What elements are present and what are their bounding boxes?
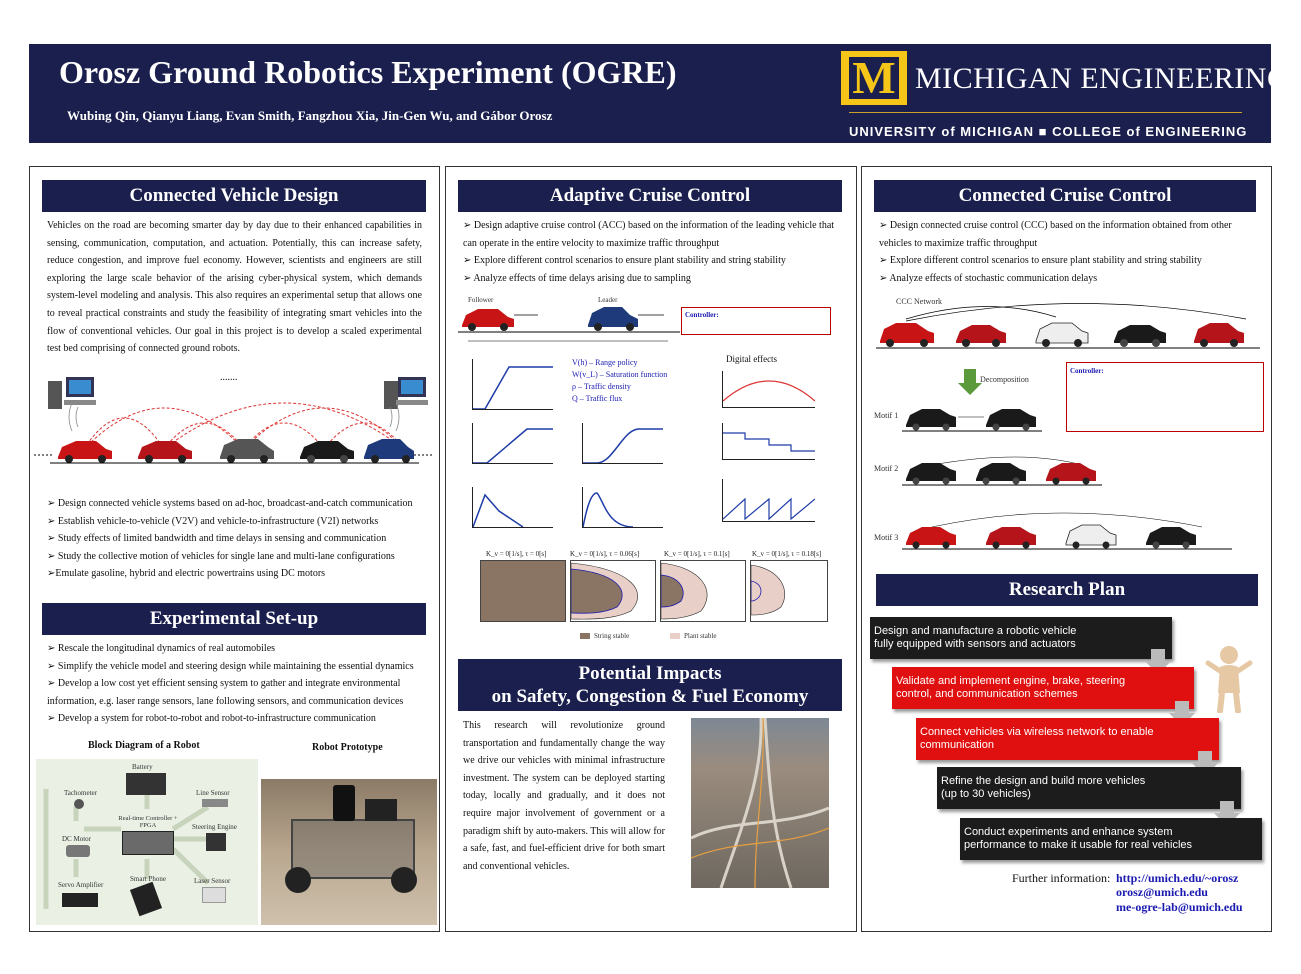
plant-stable-swatch — [670, 633, 680, 639]
bullet-item: ➢ Develop a low cost yet efficient sensing system to gather and integrate environmental — [47, 678, 401, 690]
bullet-item: ➢ Simplify the vehicle model and steering design while maintaining the essential dynamics — [47, 660, 414, 672]
further-information-label: Further information: — [1012, 871, 1111, 885]
robot-wheel — [391, 867, 417, 893]
block-smart-phone: Smart Phone — [130, 875, 166, 883]
black-car-icon — [1146, 527, 1196, 549]
controller-label: Controller: — [1070, 367, 1104, 375]
servo-amplifier-icon — [62, 893, 98, 907]
stability-region-chart-2 — [570, 560, 656, 622]
bullet-item: ➢ Establish vehicle-to-vehicle (V2V) and vehicle-to-infrastructure (V2I) networks — [47, 515, 379, 527]
velocity-policy-plot-2 — [582, 423, 663, 464]
black-car-icon — [300, 441, 354, 463]
bullet-item: ➢ Rescale the longitudinal dynamics of real automobiles — [47, 643, 276, 654]
bullet-item: ➢ Develop a system for robot-to-robot and robot-to-infrastructure communication — [47, 713, 376, 725]
design-bullets — [47, 495, 412, 583]
red-car-icon — [880, 323, 934, 347]
leader-label: Leader — [598, 296, 618, 304]
plan-step-line: performance to make it usable for real vehicles — [964, 839, 1193, 851]
line-sensor-icon — [202, 799, 228, 807]
red-car-icon — [1194, 323, 1244, 347]
plant-stable-label: Plant stable — [684, 632, 717, 640]
bullet-item: ➢ Design adaptive cruise control (ACC) based on the information of the leading vehicle that — [463, 220, 835, 231]
block-laser-sensor: Laser Sensor — [194, 877, 231, 885]
plan-step-line: (up to 30 vehicles) — [941, 788, 1031, 800]
bullet-item: can operate in the entire velocity to maximize traffic throughput — [463, 237, 720, 249]
motif-2-diagram — [902, 455, 1102, 487]
block-servo-amplifier: Servo Amplifier — [58, 881, 104, 889]
follower-leader-diagram — [458, 303, 680, 345]
logo-name: MICHIGAN ENGINEERING — [915, 62, 1290, 95]
controller-label: Controller: — [685, 311, 719, 319]
network-ellipsis: ....... — [220, 372, 238, 383]
block-tachometer: Tachometer — [64, 789, 97, 797]
robot-wheel — [285, 867, 311, 893]
highway-interchange-photo — [691, 718, 829, 888]
block-controller: Real-time Controller + FPGA — [118, 815, 178, 829]
red-car-icon — [462, 309, 514, 331]
computer-icon — [384, 377, 428, 409]
legend-item: W(v_L) – Saturation function — [572, 370, 668, 379]
impact-heading-line-1: Potential Impacts — [578, 663, 722, 684]
red-car-icon — [138, 441, 192, 463]
black-car-icon — [906, 409, 956, 431]
velocity-policy-plot-1 — [472, 423, 553, 464]
impact-heading-line-2: on Safety, Congestion & Fuel Economy — [491, 686, 809, 707]
plan-step-line: communication — [920, 739, 994, 751]
plan-step-3 — [916, 718, 1219, 760]
decomposition-arrow-stem — [964, 369, 976, 383]
motif-1-label: Motif 1 — [874, 411, 899, 420]
bullet-item: information, e.g. laser range sensors, lane following sensors, and communication devices — [47, 695, 404, 707]
plan-step-2 — [892, 667, 1194, 709]
tachometer-icon — [74, 799, 84, 809]
poster-header — [29, 44, 1290, 143]
ccc-network-diagram — [876, 301, 1260, 353]
legend-item: V(h) – Range policy — [572, 358, 638, 367]
ccc-network-label: CCC Network — [896, 297, 942, 306]
white-car-icon — [1036, 323, 1088, 347]
flux-density-plot-1 — [472, 487, 553, 528]
computer-icon — [48, 377, 96, 409]
acc-legend — [572, 357, 667, 405]
ccc-bullets — [879, 217, 1232, 287]
bullet-item: ➢ Study the collective motion of vehicles for single lane and multi-lane configurations — [47, 550, 395, 562]
plan-arrow-stem — [1175, 701, 1189, 713]
plan-arrow-stem — [1151, 649, 1165, 661]
highway-lines — [691, 718, 829, 888]
motif-1-diagram — [902, 403, 1042, 433]
bullet-item: ➢ Analyze effects of stochastic communication delays — [879, 272, 1098, 284]
plan-step-line: Conduct experiments and enhance system — [964, 826, 1173, 838]
plan-arrow-stem — [1198, 751, 1212, 763]
logo-subtitle: UNIVERSITY of MICHIGAN ■ COLLEGE of ENGINEERING — [849, 124, 1248, 139]
bullet-item: ➢ Design connected cruise control (CCC) based on the information obtained from other — [879, 220, 1232, 231]
black-car-icon — [976, 463, 1026, 485]
bullet-item: ➢ Explore different control scenarios to ensure plant stability and string stability — [879, 255, 1202, 267]
bullet-item: ➢ Explore different control scenarios to ensure plant stability and string stability — [463, 255, 786, 267]
robot-prototype-photo — [261, 779, 437, 925]
string-stable-swatch — [580, 633, 590, 639]
email-link-orosz[interactable]: orosz@umich.edu — [1116, 885, 1208, 899]
bullet-item: ➢ Design connected vehicle systems based on ad-hoc, broadcast-and-catch communication — [47, 498, 413, 509]
motif-3-label: Motif 3 — [874, 533, 899, 542]
section-heading-research-plan: Research Plan — [876, 574, 1258, 606]
motif-3-diagram — [902, 507, 1232, 551]
plan-step-line: Design and manufacture a robotic vehicle — [874, 625, 1077, 637]
dc-motor-icon — [66, 845, 90, 857]
motif-2-label: Motif 2 — [874, 464, 899, 473]
email-link-lab[interactable]: me-ogre-lab@umich.edu — [1116, 900, 1243, 914]
bullet-item: vehicles to maximize traffic throughput — [879, 237, 1038, 249]
bullet-item: ➢ Analyze effects of time delays arising due to sampling — [463, 272, 691, 284]
plan-step-4 — [937, 767, 1241, 809]
battery-icon — [126, 773, 166, 795]
logo-letter: M — [852, 52, 896, 103]
legend-item: Q – Traffic flux — [572, 394, 623, 403]
stability-region-chart-3 — [660, 560, 746, 622]
section-heading-connected-cruise-control: Connected Cruise Control — [874, 180, 1256, 212]
plan-step-1 — [870, 617, 1172, 659]
plan-step-line: Validate and implement engine, brake, steering — [896, 675, 1126, 687]
steering-engine-icon — [206, 833, 226, 851]
digital-effects-label: Digital effects — [726, 354, 778, 364]
plan-step-5 — [960, 818, 1262, 860]
section-heading-connected-vehicle-design: Connected Vehicle Design — [42, 180, 426, 212]
legend-item: ρ – Traffic density — [572, 382, 631, 391]
person-figure-icon — [1204, 643, 1254, 713]
stability-chart-title-2: K_v = 0[1/s], τ = 0.06[s] — [570, 550, 640, 558]
decomposition-label: Decomposition — [980, 375, 1029, 384]
range-policy-plot — [472, 359, 553, 410]
black-car-icon — [906, 463, 956, 485]
column-adaptive-cruise-control — [445, 166, 857, 932]
block-diagram-label: Block Diagram of a Robot — [88, 740, 200, 751]
acc-bullets — [463, 217, 834, 287]
white-car-icon — [1066, 525, 1116, 549]
author-list: Wubing Qin, Qianyu Liang, Evan Smith, Fangzhou Xia, Jin-Gen Wu, and Gábor Orosz — [67, 108, 553, 123]
stability-region-chart-1 — [480, 560, 566, 622]
silver-car-icon — [220, 439, 274, 463]
range-policy-curve — [473, 359, 553, 409]
v2v-network-illustration — [34, 367, 434, 482]
red-car-icon — [986, 527, 1036, 549]
stability-chart-title-1: K_v = 0[1/s], τ = 0[s] — [486, 550, 547, 558]
michigan-block-m-logo — [841, 51, 907, 105]
setup-bullets — [47, 640, 414, 728]
plan-step-line: Connect vehicles via wireless network to enable — [920, 726, 1154, 738]
controller-icon — [122, 831, 174, 855]
logo-divider — [849, 112, 1242, 113]
section-heading-potential-impacts — [458, 659, 842, 711]
laser-sensor-icon — [202, 887, 226, 903]
blue-car-icon — [364, 439, 414, 463]
plan-step-line: control, and communication schemes — [896, 688, 1078, 700]
plan-step-line: fully equipped with sensors and actuators — [874, 638, 1076, 650]
robot-sensor-unit — [365, 799, 397, 821]
bullet-item: ➢ Study effects of limited bandwidth and time delays in sensing and communication — [47, 533, 387, 545]
red-car-icon — [906, 527, 956, 549]
block-line-sensor: Line Sensor — [196, 789, 230, 797]
red-car-icon — [58, 441, 112, 463]
poster-title: Orosz Ground Robotics Experiment (OGRE) — [59, 54, 677, 90]
digital-velocity-plot — [722, 371, 815, 408]
red-car-icon — [956, 325, 1006, 347]
black-car-icon — [986, 409, 1036, 431]
column-connected-cruise-control — [861, 166, 1272, 932]
flux-density-plot-2 — [582, 487, 663, 528]
section-heading-experimental-setup: Experimental Set-up — [42, 603, 426, 635]
robot-phone — [333, 785, 355, 821]
impact-paragraph: This research will revolutionize ground transportation and fundamentally change the way we drive our vehicles with minimal infrastructure investment. The system can be deployed starting today, locally and gradually, and it does not require major involvement of government or a paradigm shift by auto-makers. This will allow for a safe, fast, and fuel-efficient drive for both smart and conventional vehicles. — [463, 720, 665, 872]
stability-region-chart-4 — [750, 560, 828, 622]
website-link[interactable]: http://umich.edu/~orosz — [1116, 871, 1239, 885]
acc-controller-equation-box — [681, 307, 831, 335]
robot-block-diagram — [36, 759, 258, 925]
stability-chart-title-4: K_v = 0[1/s], τ = 0.18[s] — [752, 550, 822, 558]
robot-prototype-label: Robot Prototype — [312, 742, 383, 753]
black-car-icon — [1114, 325, 1166, 347]
decomposition-arrow-icon — [958, 383, 982, 395]
string-stable-label: String stable — [594, 632, 630, 640]
blue-car-icon — [588, 307, 638, 331]
ccc-controller-equation-box — [1066, 362, 1264, 432]
column-connected-vehicle-design — [29, 166, 440, 932]
plan-step-line: Refine the design and build more vehicles — [941, 775, 1146, 787]
block-steering-engine: Steering Engine — [192, 823, 237, 831]
stability-chart-title-3: K_v = 0[1/s], τ = 0.1[s] — [664, 550, 730, 558]
bullet-item: ➢Emulate gasoline, hybrid and electric powertrains using DC motors — [47, 568, 326, 580]
red-car-icon — [1046, 463, 1096, 485]
plan-arrow-stem — [1220, 801, 1234, 813]
digital-delay-plot — [722, 479, 815, 522]
section-heading-adaptive-cruise-control: Adaptive Cruise Control — [458, 180, 842, 212]
intro-paragraph: Vehicles on the road are becoming smarter day by day due to their enhanced capabilities in sensing, communication, computation, and actuation. Potentially, this can increase safety, reduce congestion, and improve fuel economy. However, scientists and engineers are still exploring the large scale behavior of the arising cyber-physical system, which demands system-level modeling and analysis. This also requires an experimental setup that allows one to reveal practical constraints and study the feasibility of integrating smart vehicles into the flow of conventional vehicles. Our goal in this project is to develop a scaled experimental test bed comprising of connected ground robots. — [47, 220, 422, 355]
block-battery: Battery — [132, 763, 153, 771]
digital-torque-plot — [722, 423, 815, 460]
follower-label: Follower — [468, 296, 494, 304]
block-dc-motor: DC Motor — [62, 835, 91, 843]
